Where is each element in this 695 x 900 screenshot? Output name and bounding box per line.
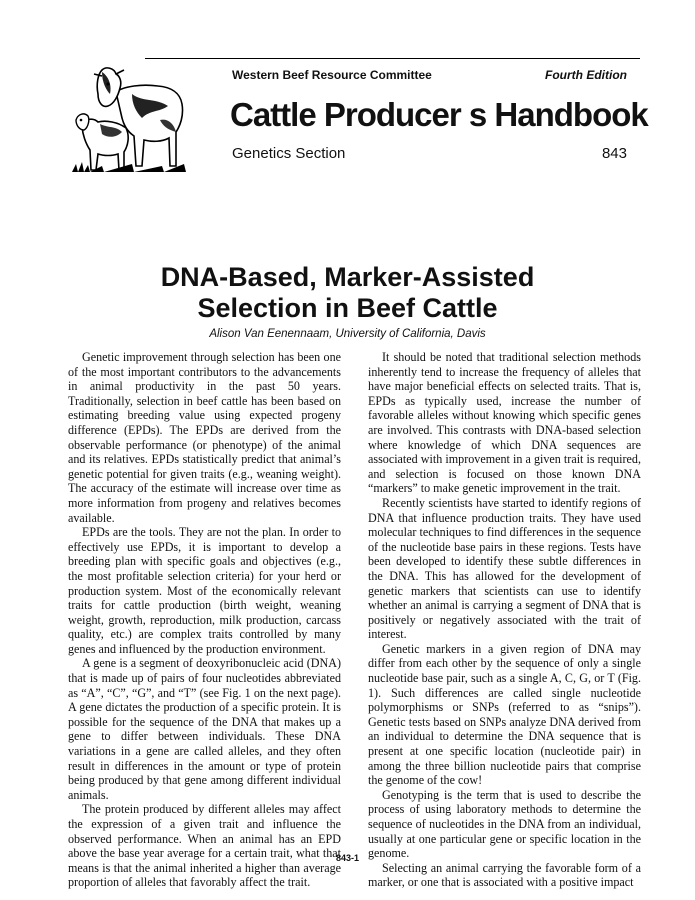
handbook-title: Cattle Producer s Handbook — [230, 96, 648, 133]
paragraph: Selecting an animal carrying the favorable form of a marker, or one that is associated with a positive impact — [368, 860, 641, 890]
article-author: Alison Van Eenennaam, University of California, Davis — [209, 328, 486, 340]
article-title — [0, 262, 695, 324]
paragraph: The protein produced by different alleles may affect the expression of a given trait and influence the observed performance. When an animal has an EPD above the base year average for a certain trait, what that means is that the animal inherited a higher than average proportion of alleles that favorably affect the trait. — [68, 802, 341, 890]
paragraph: Genetic markers in a given region of DNA may differ from each other by the sequence of only a single nucleotide base pair, such as a single A, C, G, or T (Fig. 1). Such differences are called single nucleotide polymorphisms or SNPs (referred to as “snips”). Genetic tests based on SNPs analyze DNA derived from an individual to determine the DNA sequence that is present at one specific location (nucleotide pair) in among the three billion nucleotide pairs that comprise the genome of the cow! — [368, 641, 641, 788]
paragraph: EPDs are the tools. They are not the plan. In order to effectively use EPDs, it is important to develop a breeding plan with specific goals and objectives (e.g., the most profitable selection criteria) for your herd or production system. Most of the economically relevant traits for cattle production (birth weight, weaning weight, growth, reproduction, milk production, carcass quality, etc.) are complex traits controlled by many genes and influenced by the production environment. — [68, 525, 341, 656]
page-number: 843-1 — [335, 853, 360, 863]
article-title-line-2: Selection in Beef Cattle — [197, 293, 498, 323]
header-rule — [145, 58, 640, 59]
paragraph: Genotyping is the term that is used to describe the process of using laboratory methods to determine the sequence of nucleotides in the DNA from an individual, usually at one particular gene or specific location in the genome. — [368, 787, 641, 861]
left-column — [68, 350, 341, 890]
section-name: Genetics Section — [232, 145, 346, 162]
cow-and-calf-icon — [72, 62, 190, 174]
paragraph: Recently scientists have started to identify regions of DNA that influence production traits. They have used molecular techniques to find differences in the sequence of the nucleotide base pairs in these regions. Tests have been developed to identify these subtle differences in the DNA. This has allowed for the development of genetic markers that scientists can use to identify whether an animal is carrying a segment of DNA that is positively or negatively associated with the trait of interest. — [368, 495, 641, 642]
section-number: 843 — [601, 145, 627, 162]
committee-name: Western Beef Resource Committee — [232, 68, 432, 82]
paragraph: Genetic improvement through selection has been one of the most important contributors to the advancements in animal productivity in the past 50 years. Traditionally, selection in beef cattle has been based on estimating breeding value using expected progeny difference (EPDs). The EPDs are derived from the observable performance (or phenotype) of the animal and its relatives. EPDs statistically predict that animal’s genetic potential for given traits (e.g., weaning weight). The accuracy of the estimate will increase over time as more information from progeny and relatives becomes available. — [68, 350, 341, 525]
right-column — [368, 350, 641, 890]
article-title-line-1: DNA-Based, Marker-Assisted — [160, 262, 535, 292]
paragraph: A gene is a segment of deoxyribonucleic acid (DNA) that is made up of pairs of four nucleotides abbreviated as “A”, “C”, “G”, and “T” (see Fig. 1 on the next page). A gene dictates the production of a specific protein. It is possible for the sequence of the DNA that makes up a gene to differ between individuals. These DNA variations in a gene are called alleles, and they often result in differences in the amount or type of protein being produced by that gene among different individual animals. — [68, 656, 341, 802]
paragraph: It should be noted that traditional selection methods inherently tend to increase the frequency of alleles that have major beneficial effects on selected traits. That is, EPDs as typically used, increase the number of favorable alleles without knowing which specific genes are involved. This contrasts with DNA-based selection where knowledge of which DNA sequences are associated with improvement in a given trait is required, and selection is focused on those known DNA “markers” to make genetic improvement in the trait. — [368, 350, 641, 496]
edition-label: Fourth Edition — [545, 68, 627, 82]
